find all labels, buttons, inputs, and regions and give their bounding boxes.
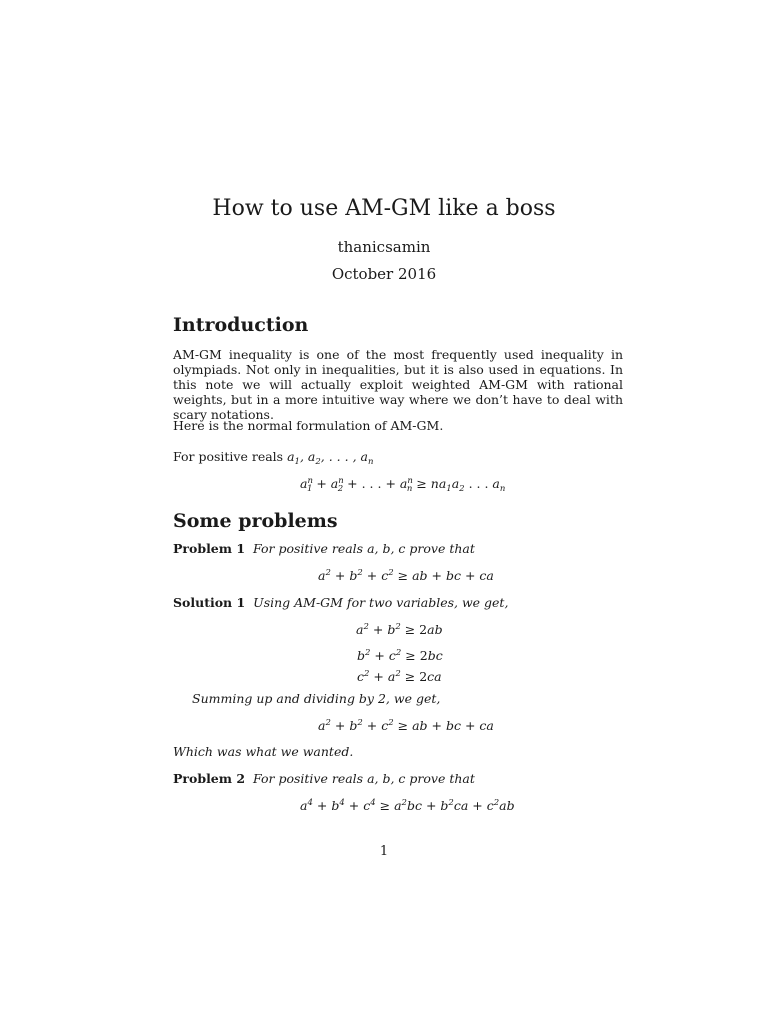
- equation-ca: $c^2 + a^2 \ge 2ca$: [357, 669, 442, 684]
- equation-ab: $a^2 + b^2 \ge 2ab$: [356, 622, 443, 637]
- solution-1-text: Using AM-GM for two variables, we get,: [253, 595, 509, 610]
- problem-2: [173, 771, 623, 786]
- section-heading-some-problems: Some problems: [173, 510, 338, 532]
- problem-1-text: For positive reals a, b, c prove that: [253, 541, 475, 556]
- problem-2-equation: $a^4 + b^4 + c^4 \ge a^2bc + b^2ca + c^2ab$: [300, 798, 515, 813]
- date: October 2016: [331, 265, 437, 283]
- intro-formulation-text: Here is the normal formulation of AM-GM.: [173, 418, 444, 433]
- amgm-equation: $a^n_1 + a^n_2$ + . . . + $a^n_n \ge na_1a_2$ . . . $a_n$: [300, 476, 506, 494]
- summing-text: Summing up and dividing by 2, we get,: [192, 691, 441, 706]
- solution-1-label: Solution 1: [173, 595, 246, 610]
- section-heading-introduction: Introduction: [173, 314, 309, 336]
- solution-1: [173, 595, 623, 610]
- document-title: How to use AM-GM like a boss: [212, 196, 556, 221]
- problem-2-label: Problem 2: [173, 771, 246, 786]
- problem-1: [173, 541, 623, 556]
- page-number: 1: [379, 844, 389, 859]
- intro-positive-reals: For positive reals $a_1$, $a_2$, . . . , $a_n$: [173, 449, 374, 467]
- problem-1-label: Problem 1: [173, 541, 246, 556]
- summed-equation: $a^2 + b^2 + c^2$ ≥ ab + bc + ca: [318, 718, 494, 733]
- intro-paragraph: AM-GM inequality is one of the most frequently used inequality in olympiads. Not only in inequalities, but it is also used in equations. In this note we will actually exploit weighted AM-GM with rational weights, but in a more intuitive way where we don’t have to deal with scary notations.: [173, 347, 623, 422]
- conclusion-text: Which was what we wanted.: [173, 744, 354, 759]
- equation-bc: $b^2 + c^2 \ge 2bc$: [357, 648, 443, 663]
- author: thanicsamin: [337, 238, 431, 256]
- positive-reals-text: For positive reals: [173, 449, 288, 464]
- problem-1-equation: $a^2 + b^2 + c^2$ ≥ ab + bc + ca: [318, 568, 494, 583]
- problem-2-text: For positive reals a, b, c prove that: [253, 771, 475, 786]
